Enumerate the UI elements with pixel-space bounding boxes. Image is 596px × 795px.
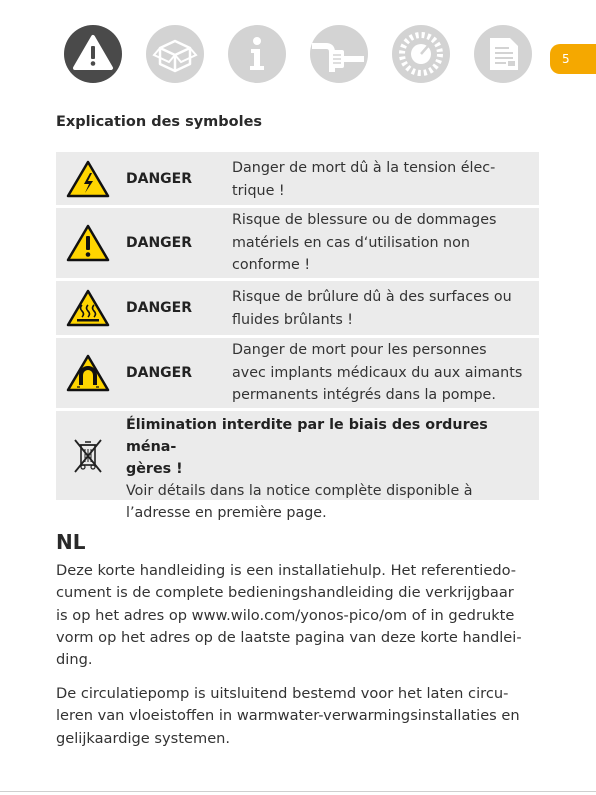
symbol-description: Danger de mort dû à la tension élec- trique ! <box>232 160 496 199</box>
page-number: 5 <box>562 52 570 66</box>
disposal-text: Élimination interdite par le biais des ordures ména- gères ! Voir détails dans la notice complète disponible à l’adresse en première page. <box>126 414 529 524</box>
danger-label: DANGER <box>126 235 193 251</box>
symbol-description: Risque de blessure ou de dommages matériels en cas d‘utilisation non conforme ! <box>232 212 497 273</box>
document-icon[interactable] <box>466 24 540 84</box>
hot-surface-icon <box>56 281 120 335</box>
crossed-bin-icon <box>56 411 120 500</box>
symbol-table <box>56 152 539 521</box>
table-row <box>56 338 539 408</box>
page-number-tab <box>550 44 596 74</box>
settings-dial-icon[interactable] <box>384 24 458 84</box>
danger-label: DANGER <box>126 365 193 381</box>
divider <box>0 791 596 792</box>
package-icon[interactable] <box>138 24 212 84</box>
language-heading: NL <box>56 530 86 554</box>
chapter-icon-bar <box>56 24 540 84</box>
paragraph: Deze korte handleiding is een installatiehulp. Het referentiedo- cument is de complete bedieningshandleiding die verkrijgbaar is op het adres op www.wilo.com/yonos-pico/om of in gedrukte vorm op het adres op de laatste pagina van deze korte handlei- ding. <box>56 562 522 669</box>
info-icon[interactable] <box>220 24 294 84</box>
electric-hazard-icon <box>56 152 120 205</box>
pipe-installation-icon[interactable] <box>302 24 376 84</box>
paragraph: De circulatiepomp is uitsluitend bestemd voor het laten circu- leren van vloeistoffen in warmwater-verwarmingsinstallaties en gelijkaardige systemen. <box>56 685 520 747</box>
section-title: Explication des symboles <box>56 114 263 130</box>
warning-icon[interactable] <box>56 24 130 84</box>
symbol-description: Danger de mort pour les personnes avec implants médicaux du aux aimants permanents intégrés dans la pompe. <box>232 342 523 403</box>
disposal-row <box>56 411 539 521</box>
danger-label: DANGER <box>126 300 193 316</box>
general-warning-icon <box>56 208 120 278</box>
symbol-description: Risque de brûlure dû à des surfaces ou fluides brûlants ! <box>232 289 512 328</box>
table-row <box>56 152 539 205</box>
table-row <box>56 208 539 278</box>
table-row <box>56 281 539 335</box>
disposal-title: Élimination interdite par le biais des ordures ména- gères ! <box>126 417 488 477</box>
magnetic-field-icon <box>56 338 120 408</box>
danger-label: DANGER <box>126 171 193 187</box>
